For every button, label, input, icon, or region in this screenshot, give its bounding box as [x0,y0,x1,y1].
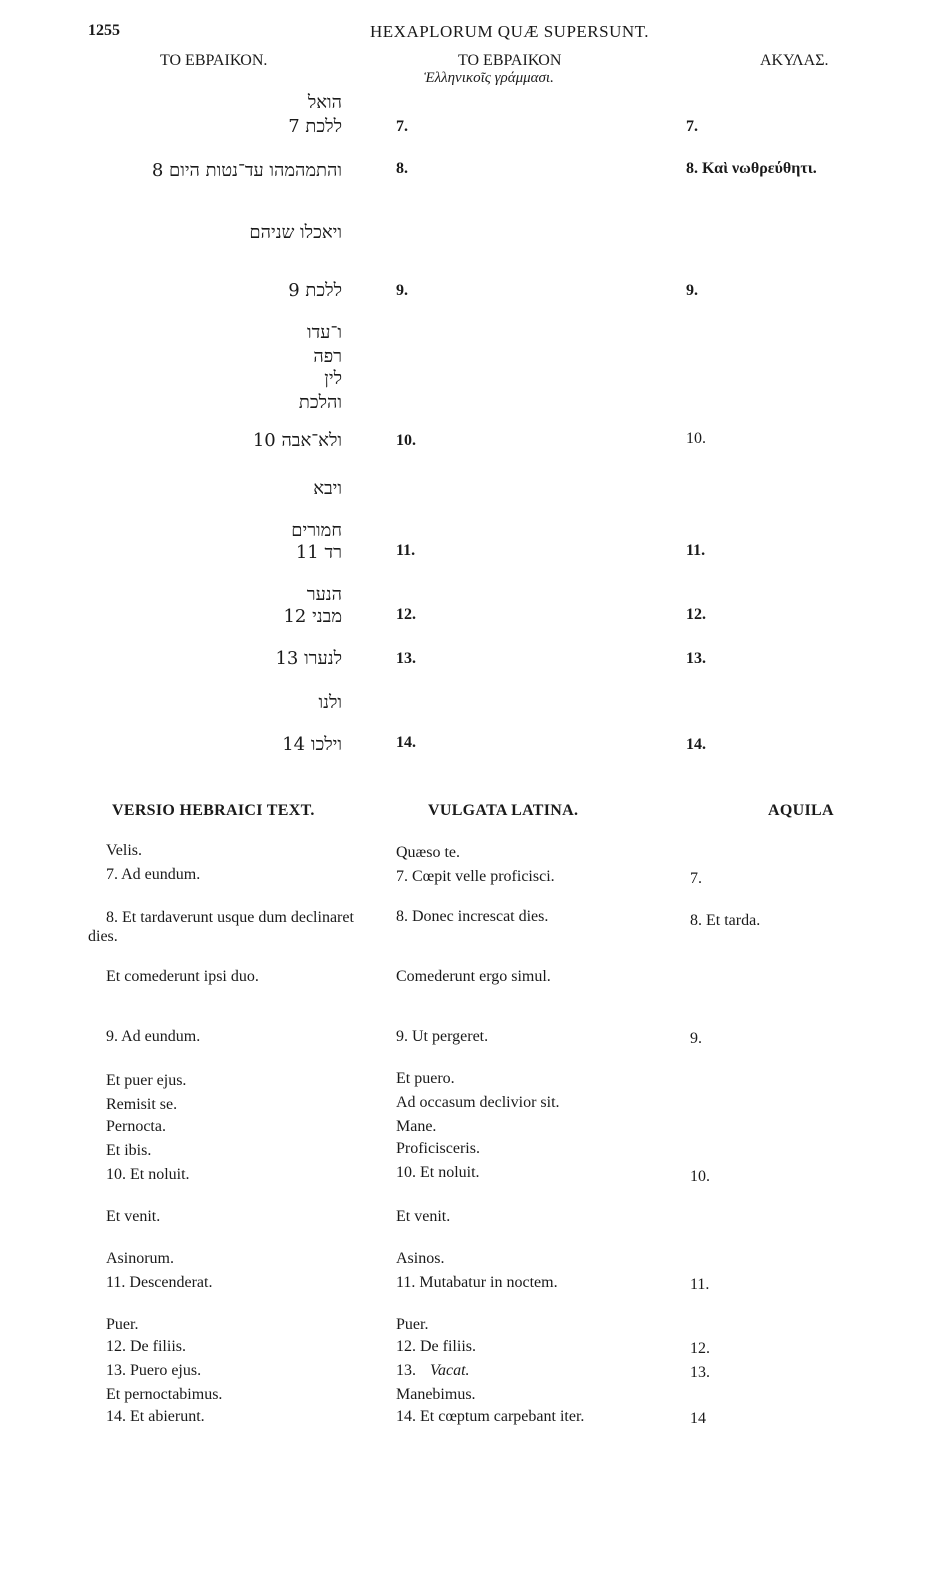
versio-line: Pernocta. [106,1118,166,1135]
aquila-verse: 7. [686,118,698,135]
vulgata-line: Manebimus. [396,1386,476,1403]
vulgata-line: Mane. [396,1118,437,1135]
col-head-versio: VERSIO HEBRAICI TEXT. [112,802,315,819]
aquila-latin-line: 11. [690,1276,710,1293]
verse-number: 10. [396,432,416,449]
versio-line: 14. Et abierunt. [106,1408,205,1425]
versio-line: 8. Et tardaverunt usque dum declinaret dies. [88,909,354,945]
versio-line: 10. Et noluit. [106,1166,190,1183]
verse-number: 11. [396,542,416,559]
vulgata-line: 7. Cœpit velle proficisci. [396,868,555,885]
versio-line: 7. Ad eundum. [106,866,201,883]
col-head-greek-letters: ΤΟ ΕΒΡΑΙΚΟΝ [458,52,562,69]
hebrew-line: מבני 12 [283,606,342,627]
hebrew-line: והלכת [298,392,342,413]
vulgata-line: Puer. [396,1316,429,1333]
versio-line: Remisit se. [106,1096,178,1113]
aquila-latin-line: 9. [690,1030,702,1047]
col-head-vulgata: VULGATA LATINA. [428,802,579,819]
vulgata-line: Asinos. [396,1250,445,1267]
verse-number: 9. [396,282,408,299]
versio-line: Asinorum. [106,1250,174,1267]
versio-line: Puer. [106,1316,139,1333]
col-subhead-greek-letters: Ἑλληνικοῖς γράμμασι. [424,70,554,86]
vulgata-line: 8. Donec increscat dies. [396,908,549,925]
hebrew-line: ללכת 7 [288,116,342,137]
aquila-verse: 14. [686,736,706,753]
vulgata-line: Quæso te. [396,844,460,861]
verse-number: 12. [396,606,416,623]
page-number: 1255 [88,22,120,39]
aquila-verse: 10. [686,430,706,447]
versio-line: Et comederunt ipsi duo. [106,968,259,985]
hebrew-line: הואל [307,92,342,113]
col-head-hebrew: ΤΟ ΕΒΡΑΙΚΟΝ. [160,52,268,69]
hebrew-line: ולא־אבה 10 [252,430,342,451]
verse-number: 13. [396,650,416,667]
aquila-verse: 12. [686,606,706,623]
hebrew-line: רפה [313,346,342,367]
vulgata-line: 13. [396,1362,416,1379]
hebrew-line: ויבא [313,478,342,499]
versio-line: 12. De filiis. [106,1338,186,1355]
vulgata-line: Et puero. [396,1070,455,1087]
versio-line: 9. Ad eundum. [106,1028,201,1045]
hebrew-line: ללכת 9 [288,280,342,301]
aquila-verse: 8. Καὶ νωθρεύθητι. [686,160,817,177]
verse-number: 7. [396,118,408,135]
aquila-verse: 11. [686,542,706,559]
versio-line: Et ibis. [106,1142,152,1159]
hebrew-line: ולנו [318,692,342,713]
col-head-aquila-latin: AQUILA [768,802,834,819]
vulgata-line: 10. Et noluit. [396,1164,480,1181]
aquila-latin-line: 7. [690,870,702,887]
hebrew-line: וילכו 14 [282,734,342,755]
versio-line: Velis. [106,842,142,859]
hebrew-line: והתמהמהו עד־נטות היום 8 [151,160,342,181]
vulgata-line: 9. Ut pergeret. [396,1028,489,1045]
vulgata-line: 12. De filiis. [396,1338,476,1355]
aquila-latin-line: 13. [690,1364,710,1381]
aquila-latin-line: 10. [690,1168,710,1185]
hebrew-line: לין [324,368,342,389]
hebrew-line: חמורים [291,520,342,541]
versio-line: Et puer ejus. [106,1072,187,1089]
hebrew-line: הנער [306,584,342,605]
aquila-latin-line: 8. Et tarda. [690,912,761,929]
verse-number: 14. [396,734,416,751]
vulgata-line: 11. Mutabatur in noctem. [396,1274,558,1291]
aquila-verse: 13. [686,650,706,667]
vulgata-line: 14. Et cœptum carpebant iter. [396,1408,585,1425]
hebrew-line: ויאכלו שניהם [249,222,342,243]
hebrew-line: לנערו 13 [275,648,342,669]
versio-line: 11. Descenderat. [106,1274,213,1291]
vulgata-line: Proficisceris. [396,1140,480,1157]
verse-number: 8. [396,160,408,177]
vulgata-line: Comederunt ergo simul. [396,968,551,985]
vulgata-line: Ad occasum declivior sit. [396,1094,560,1111]
versio-line: Et pernoctabimus. [106,1386,223,1403]
running-title: HEXAPLORUM QUÆ SUPERSUNT. [370,22,650,41]
aquila-latin-line: 12. [690,1340,710,1357]
aquila-verse: 9. [686,282,698,299]
aquila-latin-line: 14 [690,1410,706,1427]
hebrew-line: רד 11 [295,542,342,563]
vulgata-line: Et venit. [396,1208,451,1225]
vulgata-vacat: Vacat. [430,1362,470,1379]
versio-line: 13. Puero ejus. [106,1362,202,1379]
hebrew-line: ו־עדו [307,322,342,343]
col-head-aquila: ΑΚΥΛΑΣ. [760,52,829,69]
versio-line: Et venit. [106,1208,161,1225]
